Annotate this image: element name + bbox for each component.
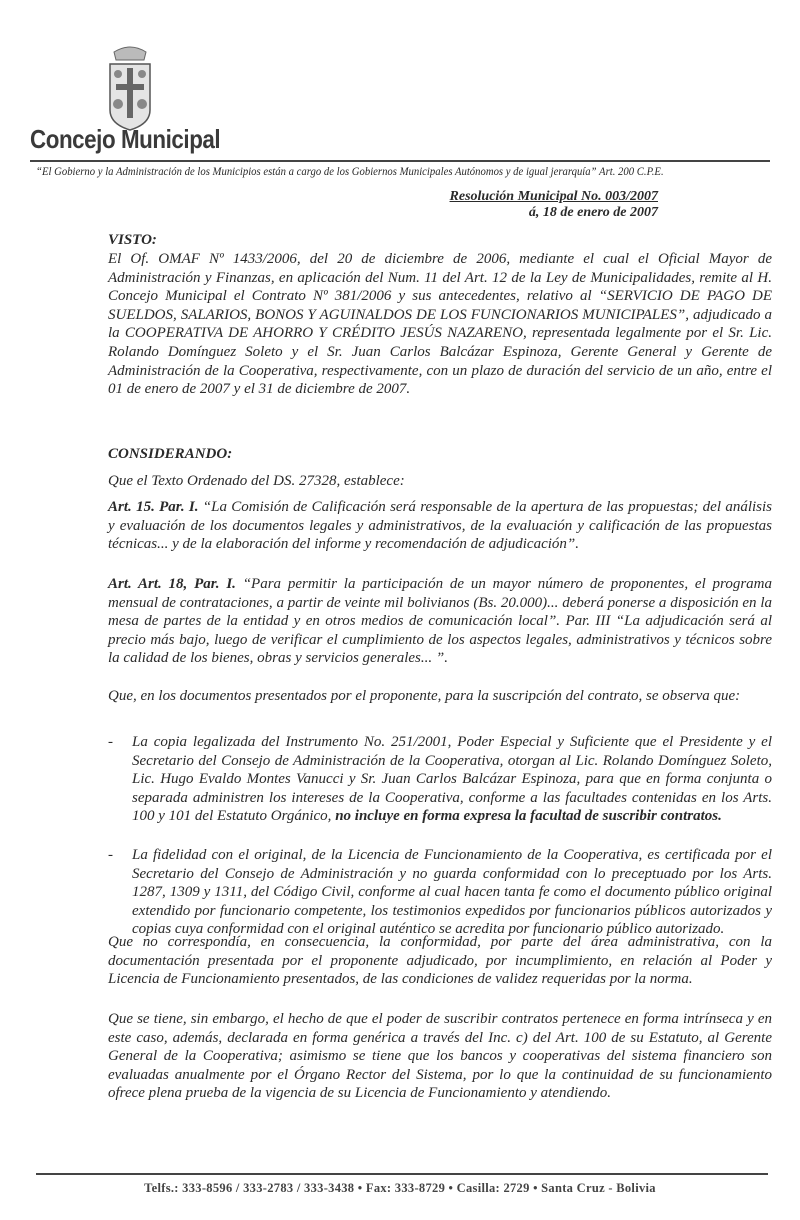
art15-label: Art. 15. Par. I. [108,499,199,515]
visto-paragraph: El Of. OMAF Nº 1433/2006, del 20 de diciembre de 2006, mediante el cual el Oficial Mayor de Administración y Finanzas, en aplicación del Num. 11 del Art. 12 de la Ley de Municipalidades, remite al H. Concejo Municipal el Contrato Nº 381/2006 y sus antecedentes, relativo al “SERVICIO DE PAGO DE SUELDOS, SALARIOS, BONOS Y AGUINALDOS DE LOS FUNCIONARIOS MUNICIPALES”, adjudicado a la COOPERATIVA DE AHORRO Y CRÉDITO JESÚS NAZARENO, representada legalmente por el Sr. Lic. Rolando Domínguez Soleto y el Sr. Juan Carlos Balcázar Espinoza, Gerente General y Gerente de Administración de la Cooperativa, respectivamente, con un plazo de duración del servicio de un año, entre el 01 de enero de 2007 y el 31 de diciembre de 2007. [108,251,772,398]
visto-heading: VISTO: [108,232,157,248]
footer-divider [36,1173,768,1175]
footer-contact: Telfs.: 333-8596 / 333-2783 / 333-3438 • Fax: 333-8729 • Casilla: 2729 • Santa Cruz - Bolivia [144,1181,656,1195]
art15-paragraph [108,498,772,554]
header-divider [30,160,770,162]
bullet-bold-text: no incluye en forma expresa la facultad de suscribir contratos. [335,808,722,825]
observa-paragraph: Que, en los documentos presentados por el proponente, para la suscripción del contrato, se observa que: [108,688,741,704]
art18-paragraph [108,575,772,668]
considerando-intro: Que el Texto Ordenado del DS. 27328, establece: [108,473,405,489]
art18-label: Art. Art. 18, Par. I. [108,576,236,592]
no-correspondia-paragraph: Que no correspondía, en consecuencia, la conformidad, por parte del área administrativa, con la documentación presentada por el proponente adjudicado, por incumplimiento, en relación al Poder y Licencia de Funcionamiento presentados, de las condiciones de validez requeridas por la norma. [108,934,772,988]
coat-of-arms-logo [104,44,156,132]
considerando-heading: CONSIDERANDO: [108,446,233,462]
resolution-number: Resolución Municipal No. 003/2007 [449,189,658,204]
list-item [108,733,772,826]
bullet-dash: - [108,734,113,750]
art18-text: “Para permitir la participación de un mayor número de proponentes, el programa mensual de contrataciones, a partir de veinte mil bolivianos (Bs. 20.000)... deberá ponerse a disposición en la mesa de partes de la entidad y en otros medios de comunicación local”. Par. III “La adjudicación será al precio más bajo, luego de verificar el cumplimiento de los aspectos legales, administrativos y técnicos sobre la calidad de los bienes, obras y servicios generales... ”. [108,576,772,667]
se-tiene-paragraph: Que se tiene, sin embargo, el hecho de que el poder de suscribir contratos pertenece en forma intrínseca y en este caso, además, declarada en forma genérica a través del Inc. c) del Art. 100 de su Estatuto, al Gerente General de la Cooperativa; asimismo se tiene que los bancos y cooperativas del sistema financiero son evaluadas anualmente por el Órgano Rector del Sistema, por lo que la continuidad de su funcionamiento ofrece plena prueba de la vigencia de su Licencia de Funcionamiento y atendiendo. [108,1011,772,1102]
header-motto: “El Gobierno y la Administración de los Municipios están a cargo de los Gobiernos Municipales Autónomos y de igual jerarquía” Art. 200 C.P.E. [36,166,664,178]
resolution-date: á, 18 de enero de 2007 [528,205,658,220]
bullet-text: La copia legalizada del Instrumento No. 251/2001, Poder Especial y Suficiente que el Presidente y el Secretario del Consejo de Administración de la Cooperativa, otorgan al Lic. Rolando Domínguez Soleto, Lic. Hugo Evaldo Montes Vanucci y Sr. Juan Carlos Balcázar Espinoza, para que en forma conjunta o separada administren los intereses de la Cooperativa, conforme a las facultades contenidas en los Arts. 100 y 101 del Estatuto Orgánico, [132,734,772,825]
bullet-text: La fidelidad con el original, de la Licencia de Funcionamiento de la Cooperativa, es certificada por el Secretario del Consejo de Administración y no guarda conformidad con lo preceptuado por los Arts. 1287, 1309 y 1311, del Código Civil, conforme al cual hacen tanta fe como el documento público original extendido por funcionario competente, los testimonios expedidos por funcionarios públicos autorizados y copias cuya conformidad con el original auténtico se acredita por funcionario público autorizado. [132,847,772,938]
art15-text: “La Comisión de Calificación será responsable de la apertura de las propuestas; del análisis y evaluación de los documentos legales y administrativos, de la evaluación y calificación de las propuestas técnicas... y de la elaboración del informe y recomendación de adjudicación”. [108,499,772,553]
list-item [108,846,772,939]
organization-name: Concejo Municipal [30,124,221,154]
bullet-dash: - [108,847,113,863]
